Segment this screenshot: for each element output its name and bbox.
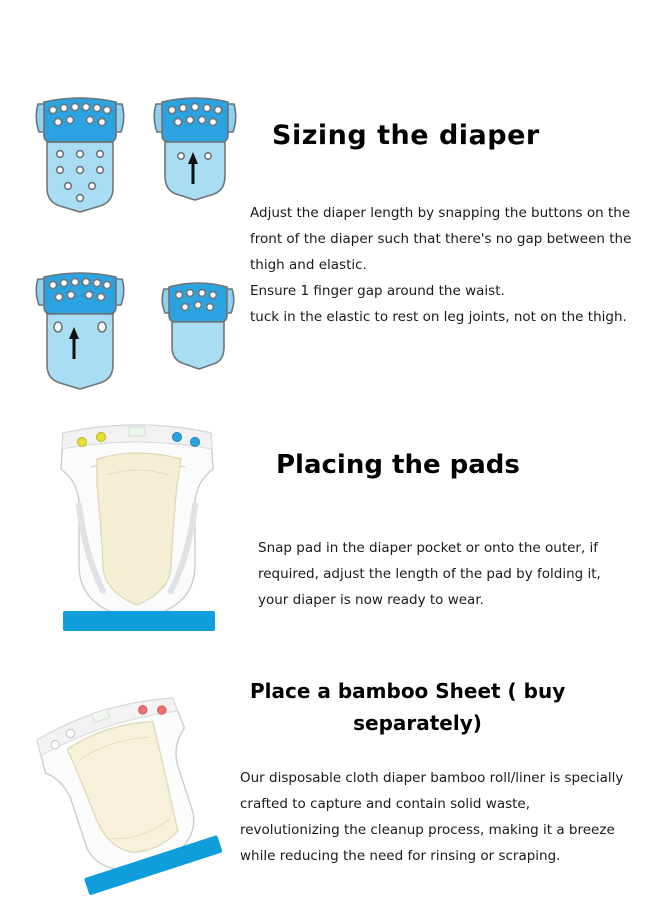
diaper-pad-illustration [45, 415, 230, 655]
diaper-view-rise-adjust [36, 273, 124, 389]
body-line: required, adjust the length of the pad by folding it, [258, 566, 601, 582]
body-line: thigh and elastic. [250, 257, 367, 273]
body-line: while reducing the need for rinsing or scraping. [240, 848, 561, 864]
body-line: front of the diaper such that there's no gap between the [250, 231, 632, 247]
waist-snap [97, 433, 106, 442]
body-line: Adjust the diaper length by snapping the buttons on the [250, 205, 631, 221]
waist-snap [191, 438, 200, 447]
diaper-view-long-front [36, 98, 124, 212]
body-line: crafted to capture and contain solid waste, [240, 796, 531, 812]
diaper-sizing-illustration [30, 80, 245, 400]
body-line: Ensure 1 finger gap around the waist. [250, 283, 505, 299]
diaper-view-short-snapped [154, 98, 236, 200]
section-title-bamboo-line2: separately) [353, 711, 482, 735]
body-line: Snap pad in the diaper pocket or onto the outer, if [258, 540, 599, 556]
section-title-bamboo-line1: Place a bamboo Sheet ( buy [250, 679, 566, 703]
body-line: tuck in the elastic to rest on leg joints, not on the thigh. [250, 309, 627, 325]
waist-snap [78, 438, 87, 447]
brand-tag [129, 427, 145, 436]
section-body-sizing [250, 200, 635, 330]
diaper-view-smallest [162, 283, 234, 369]
section-title-pads: Placing the pads [276, 450, 520, 480]
section-title-bamboo [250, 675, 625, 739]
section-title-sizing: Sizing the diaper [272, 120, 540, 151]
blue-base-bar [63, 611, 215, 631]
diaper-pad-svg [45, 415, 230, 655]
body-line: Our disposable cloth diaper bamboo roll/liner is specially [240, 770, 624, 786]
diaper-sizing-svg [30, 80, 245, 400]
bamboo-liner-illustration [15, 690, 230, 880]
waist-snap [173, 433, 182, 442]
section-body-bamboo [240, 765, 640, 869]
body-line: revolutionizing the cleanup process, making it a breeze [240, 822, 615, 838]
section-body-pads [258, 535, 618, 613]
bamboo-liner-svg [15, 690, 230, 880]
body-line: your diaper is now ready to wear. [258, 592, 484, 608]
